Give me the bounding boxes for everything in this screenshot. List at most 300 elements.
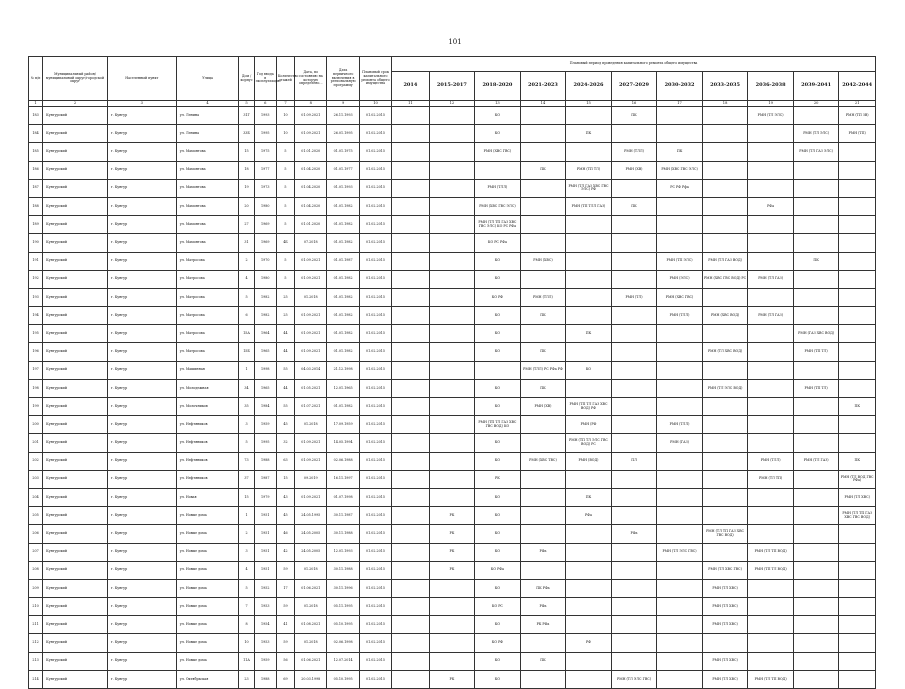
period-cell: РМН (ТЛ ТП ГАЗ ХВС ГВС ВОД) [839,507,876,525]
period-cell [611,488,657,506]
period-cell [429,161,475,179]
house-cell: 35 [239,398,254,416]
period-cell [839,670,876,688]
year-cell: 1982 [254,307,276,325]
period-cell [839,561,876,579]
period-cell: ПК [566,125,612,143]
row-number: 199 [29,398,43,416]
settlement-cell: г. Кунгур [107,634,176,652]
period-cell: РМН (ТЛ ЭЛС) [748,107,794,125]
period-cell [702,543,748,561]
date-cell: 02.06.1988 [327,452,359,470]
period-cell: РМН (ВОД) [566,452,612,470]
table-row [29,543,876,561]
municipality-cell: Кунгурский [43,325,108,343]
year-cell: 1959 [254,416,276,434]
date-cell: 01.02.2015 [359,325,391,343]
municipality-cell: Кунгурский [43,488,108,506]
date-cell: 01.09.2021 [295,434,327,452]
municipality-cell: Кунгурский [43,616,108,634]
period-cell [392,598,429,616]
period-cell [429,252,475,270]
period-cell [793,598,839,616]
row-number: 209 [29,579,43,597]
municipality-cell: Кунгурский [43,398,108,416]
period-cell [793,579,839,597]
municipality-cell: Кунгурский [43,579,108,597]
period-cell [566,307,612,325]
period-cell [748,179,794,197]
date-cell: 01.2018 [295,561,327,579]
period-header: 2042-2044 [839,72,876,101]
period-cell [566,143,612,161]
municipality-cell: Кунгурский [43,252,108,270]
period-cell [392,197,429,215]
period-cell: КО [566,361,612,379]
municipality-cell: Кунгурский [43,434,108,452]
period-cell [429,143,475,161]
period-cell: ПК [839,452,876,470]
period-cell [611,343,657,361]
period-cell [392,161,429,179]
period-cell [392,652,429,670]
period-cell [566,561,612,579]
period-cell: ПК [611,197,657,215]
floors-cell: 5 [276,179,294,197]
period-cell: РМН (ГАЗ ХВС ВОД) [793,325,839,343]
municipality-cell: Кунгурский [43,161,108,179]
settlement-cell: г. Кунгур [107,270,176,288]
house-cell: 11А [239,652,254,670]
date-cell: 01.01.1982 [327,398,359,416]
floors-cell: 5 [276,270,294,288]
column-number: 7 [276,101,294,107]
period-cell [520,216,566,234]
date-cell: 16.11.1997 [327,470,359,488]
period-cell: РМН (ТЛ ГАЗ ХВС ГВС ЭЛС) РФ [566,179,612,197]
date-cell: 01.02.2015 [359,288,391,306]
date-cell: 24.05.2005 [295,525,327,543]
settlement-cell: г. Кунгур [107,598,176,616]
table-body [29,107,876,689]
period-cell: ПК [520,161,566,179]
period-cell [793,107,839,125]
period-cell [520,234,566,252]
settlement-cell: г. Кунгур [107,670,176,688]
period-cell [748,634,794,652]
period-cell [429,343,475,361]
house-cell: 4 [239,270,254,288]
date-cell: 01.02.2015 [359,543,391,561]
period-cell [793,416,839,434]
street-cell: ул. Новые дома [176,525,239,543]
period-cell: РМН (ТП ТЛ ЭЛС ГВС ВОД) РС [566,434,612,452]
period-cell [839,234,876,252]
period-cell [611,179,657,197]
period-cell: КО [475,452,521,470]
period-cell [839,161,876,179]
period-cell [429,579,475,597]
period-cell [702,434,748,452]
period-cell [392,470,429,488]
row-number: 188 [29,197,43,215]
row-number: 202 [29,452,43,470]
period-cell [657,197,703,215]
house-cell: 23 [239,670,254,688]
period-cell: РМН (ТЛ ЭЛС ГВС) [657,543,703,561]
period-cell: РМН (ХВ) [611,161,657,179]
year-cell: 1998 [254,361,276,379]
street-cell: ул. Мамонтова [176,161,239,179]
table-row [29,398,876,416]
period-cell [392,216,429,234]
period-cell [566,670,612,688]
street-cell: ул. Мамонтова [176,179,239,197]
settlement-cell: г. Кунгур [107,543,176,561]
period-cell [392,125,429,143]
floors-cell: 41 [276,616,294,634]
period-cell: РМН (ТП ТЛ) [566,161,612,179]
street-cell: ул. Матросова [176,343,239,361]
period-cell: КО [475,616,521,634]
date-cell: 01.07.2021 [295,398,327,416]
period-cell: КО [475,579,521,597]
period-cell [392,252,429,270]
period-cell [748,652,794,670]
period-cell [392,452,429,470]
year-cell: 1965 [254,343,276,361]
settlement-cell: г. Кунгур [107,161,176,179]
date-cell: 01.02.2015 [359,252,391,270]
period-cell [611,361,657,379]
date-cell: 07.2018 [295,234,327,252]
street-cell: ул. Матросова [176,325,239,343]
date-cell: 01.09.2021 [295,488,327,506]
date-cell: 01.02.2015 [359,179,391,197]
period-cell: РМН (ГАЗ) [657,434,703,452]
row-number: 211 [29,616,43,634]
date-cell: 26.11.1993 [327,107,359,125]
period-cell [839,288,876,306]
period-cell [392,616,429,634]
row-number: 196 [29,343,43,361]
date-cell: 01.02.2015 [359,434,391,452]
period-cell [392,670,429,688]
period-cell [702,470,748,488]
period-cell [657,398,703,416]
period-cell [392,488,429,506]
municipality-cell: Кунгурский [43,379,108,397]
year-cell: 1980 [254,197,276,215]
date-cell: 01.02.2015 [359,470,391,488]
date-cell: 01.01.2020 [295,216,327,234]
period-cell [702,361,748,379]
period-cell: РМН (ТП ТЛ ГАЗ ХВС ВОД) РФ [566,398,612,416]
period-cell [839,525,876,543]
street-cell: ул. Нефтяников [176,416,239,434]
street-cell: ул. Новая [176,488,239,506]
period-cell [566,616,612,634]
settlement-cell: г. Кунгур [107,234,176,252]
period-cell [839,270,876,288]
street-cell: ул. Новые дома [176,652,239,670]
period-cell [392,234,429,252]
period-cell [520,270,566,288]
date-cell: 01.01.1977 [327,161,359,179]
period-cell [611,216,657,234]
period-cell [392,361,429,379]
period-cell: РМН (ТП ТЛЛ ГАЗ) [566,197,612,215]
period-header: 2036-2038 [748,72,794,101]
year-cell: 1953 [254,634,276,652]
period-cell: РМН (ТП ТЛ ГАЗ ХВС ГВС ВОД) КО [475,416,521,434]
period-cell [611,125,657,143]
capital-repair-table [28,56,876,689]
period-cell [392,179,429,197]
period-cell: РМН (ТЛЛ) РС РФа РФ [520,361,566,379]
street-cell: ул. Ленина [176,125,239,143]
floors-cell: 10 [276,125,294,143]
period-cell: РМН (ТЛ ХВС) [702,652,748,670]
house-cell: 27 [239,216,254,234]
period-cell [566,252,612,270]
period-cell: РМН (ТЛ ГАЗ) [748,307,794,325]
street-cell: ул. Октябрьская [176,670,239,688]
period-cell [657,325,703,343]
column-number: 17 [657,101,703,107]
period-cell [657,525,703,543]
floors-cell: 63 [276,452,294,470]
period-cell: РМН (ХВС ГВС) [657,288,703,306]
column-number: 20 [793,101,839,107]
period-cell: РМН (ТЛ ХВС) [702,598,748,616]
settlement-cell: г. Кунгур [107,616,176,634]
period-cell [611,434,657,452]
period-cell [839,598,876,616]
column-number: 10 [359,101,391,107]
date-cell: 01.02.2015 [359,488,391,506]
table-row [29,434,876,452]
year-cell: 1995 [254,434,276,452]
date-cell: 01.06.2021 [295,652,327,670]
house-cell: 3 [239,543,254,561]
floors-cell: 43 [276,488,294,506]
house-cell: 3 [239,416,254,434]
row-number: 190 [29,234,43,252]
period-cell: РК [429,561,475,579]
settlement-cell: г. Кунгур [107,416,176,434]
street-cell: ул. Новые дома [176,507,239,525]
house-cell: 1 [239,507,254,525]
period-cell [429,598,475,616]
period-cell [657,379,703,397]
period-cell: ПК РФа [520,579,566,597]
period-cell [657,634,703,652]
date-cell: 01.02.2015 [359,579,391,597]
house-cell: 73 [239,452,254,470]
column-number: 16 [611,101,657,107]
period-cell [702,161,748,179]
year-cell: 1951 [254,507,276,525]
row-number: 185 [29,143,43,161]
house-cell: 15 [239,488,254,506]
floors-cell: 59 [276,561,294,579]
municipality-cell: Кунгурский [43,670,108,688]
period-cell [793,434,839,452]
period-cell [429,616,475,634]
period-cell: РМН (ТП ЗВ) [839,107,876,125]
period-cell [611,270,657,288]
period-cell [657,470,703,488]
date-cell: 01.04.2020 [295,179,327,197]
floors-cell: 59 [276,598,294,616]
table-row [29,452,876,470]
date-cell: 01.01.1982 [327,307,359,325]
period-header: 2014 [392,72,429,101]
header-planned-term: Плановый срок капитального ремонта общего имущества [359,57,391,101]
date-cell: 01.01.1982 [327,325,359,343]
period-cell [657,452,703,470]
period-cell [839,579,876,597]
period-cell: РМН (ТП) [839,125,876,143]
period-cell [392,416,429,434]
date-cell: 01.2018 [295,288,327,306]
period-cell [566,470,612,488]
date-cell: 30.11.1996 [327,579,359,597]
municipality-cell: Кунгурский [43,525,108,543]
period-cell: РФа [566,507,612,525]
period-cell [748,416,794,434]
row-number: 193 [29,288,43,306]
period-cell: ПК [793,252,839,270]
year-cell: 1982 [254,288,276,306]
period-cell [748,125,794,143]
period-cell [392,561,429,579]
municipality-cell: Кунгурский [43,452,108,470]
table-row [29,507,876,525]
settlement-cell: г. Кунгур [107,197,176,215]
period-cell [520,470,566,488]
period-cell: КО [475,670,521,688]
period-cell [429,434,475,452]
period-cell [429,179,475,197]
period-cell: КО РС [475,598,521,616]
settlement-cell: г. Кунгур [107,379,176,397]
period-cell [392,398,429,416]
floors-cell: 56 [276,652,294,670]
street-cell: ул. Мамонтова [176,143,239,161]
table-row [29,652,876,670]
period-cell: РМН (ТЛЛ) [657,307,703,325]
period-cell [793,398,839,416]
period-cell [702,634,748,652]
period-cell [657,234,703,252]
period-cell: РМН (ТП ТЛ) [793,343,839,361]
period-cell [748,361,794,379]
period-cell [392,107,429,125]
period-header: 2030-2032 [657,72,703,101]
street-cell: ул. Нефтяников [176,452,239,470]
period-cell: ПК [566,488,612,506]
period-cell [429,234,475,252]
period-cell: РМН (ТП ТЛ) [793,379,839,397]
period-cell [429,288,475,306]
period-cell: ПК [520,343,566,361]
date-cell: 01.02.2015 [359,507,391,525]
period-cell [520,143,566,161]
date-cell: 01.02.2015 [359,452,391,470]
date-cell: 01.02.2015 [359,307,391,325]
period-cell: КО [475,107,521,125]
table-row [29,179,876,197]
period-cell: РМН (ТЛ ГАЗ) [793,452,839,470]
year-cell: 1987 [254,470,276,488]
period-cell [748,379,794,397]
period-cell [392,525,429,543]
period-cell [392,270,429,288]
date-cell: 20.03.1998 [295,670,327,688]
municipality-cell: Кунгурский [43,288,108,306]
period-header: 2024-2026 [566,72,612,101]
year-cell: 1984 [254,398,276,416]
date-cell: 12.07.2014 [327,652,359,670]
header-floors: Количество этажей [276,57,294,101]
street-cell: ул. Мамонтова [176,216,239,234]
table-row [29,325,876,343]
period-cell: РФа [748,197,794,215]
period-cell: РМН (ТЛ ГАЗ ВОД) [702,252,748,270]
period-cell: ПК [839,398,876,416]
settlement-cell: г. Кунгур [107,470,176,488]
period-cell [392,543,429,561]
date-cell: 01.02.2015 [359,216,391,234]
date-cell: 12.01.1965 [327,379,359,397]
floors-cell: 44 [276,325,294,343]
year-cell: 1970 [254,252,276,270]
row-number: 214 [29,670,43,688]
date-cell: 01.09.2021 [295,252,327,270]
street-cell: ул. Новые дома [176,561,239,579]
period-cell [748,161,794,179]
table-row [29,470,876,488]
settlement-cell: г. Кунгур [107,107,176,125]
settlement-cell: г. Кунгур [107,125,176,143]
period-cell [702,107,748,125]
period-cell [793,179,839,197]
period-cell [702,125,748,143]
row-number: 206 [29,525,43,543]
period-cell: РМН (ТЛ ГАЗ ЭЛС) [793,143,839,161]
floors-cell: 46 [276,525,294,543]
period-cell [611,598,657,616]
date-cell: 01.02.2015 [359,197,391,215]
period-cell [839,216,876,234]
period-cell: КО [475,525,521,543]
period-cell: РМН (ТЛ ХВС ВОД) [702,343,748,361]
period-cell [748,616,794,634]
row-number: 191 [29,252,43,270]
period-cell [793,543,839,561]
period-cell [793,234,839,252]
period-cell [702,452,748,470]
house-cell: 4 [239,561,254,579]
house-cell: 1 [239,361,254,379]
date-cell: 01.02.2015 [359,161,391,179]
floors-cell: 4Б [276,234,294,252]
table-row [29,670,876,688]
period-cell [611,252,657,270]
floors-cell: 5 [276,252,294,270]
